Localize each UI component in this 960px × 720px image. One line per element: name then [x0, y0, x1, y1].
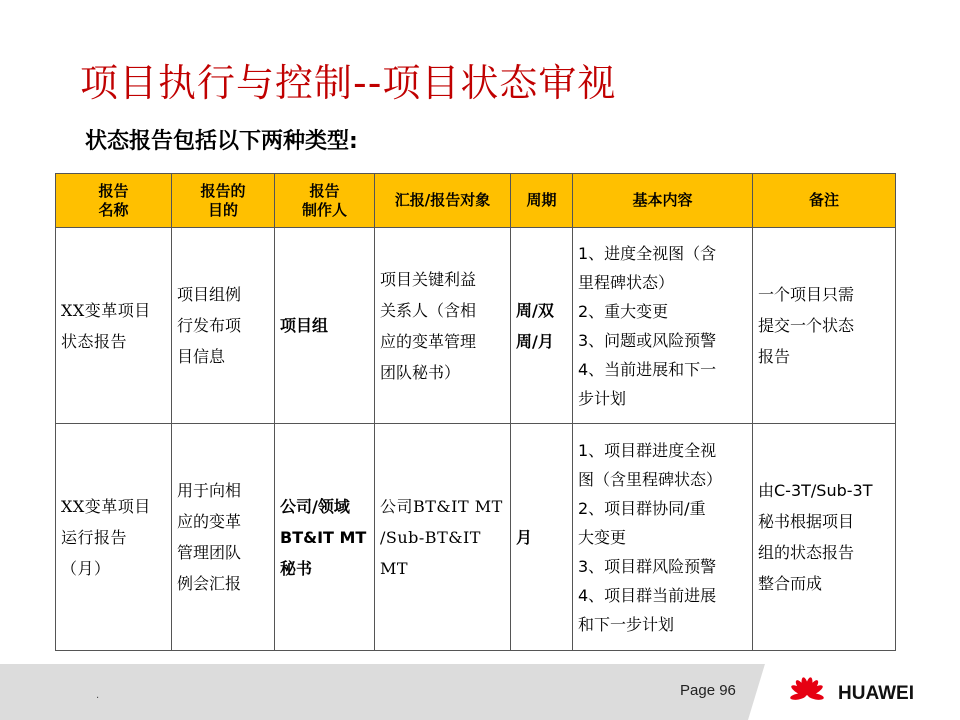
cell-report-purpose: 项目组例 行发布项 目信息 — [172, 228, 275, 424]
page-title: 项目执行与控制--项目状态审视 — [80, 61, 617, 105]
cell-report-maker: 项目组 — [275, 228, 375, 424]
cell-report-maker: 公司/领域 BT&IT MT 秘书 — [275, 424, 375, 651]
cell-report-audience: 项目关键利益 关系人（含相 应的变革管理 团队秘书） — [375, 228, 511, 424]
cell-report-purpose: 用于向相 应的变革 管理团队 例会汇报 — [172, 424, 275, 651]
huawei-brand: HUAWEI — [838, 683, 914, 704]
page-number: Page 96 — [680, 682, 736, 699]
cell-report-name: XX变革项目 运行报告 （月） — [56, 424, 172, 651]
header-report-maker: 报告 制作人 — [275, 174, 375, 228]
cell-period: 月 — [511, 424, 573, 651]
header-report-name: 报告 名称 — [56, 174, 172, 228]
table-row — [56, 424, 896, 651]
header-report-purpose: 报告的 目的 — [172, 174, 275, 228]
report-types-table — [55, 173, 896, 651]
header-period: 周期 — [511, 174, 573, 228]
cell-report-name: XX变革项目 状态报告 — [56, 228, 172, 424]
cell-notes: 一个项目只需 提交一个状态 报告 — [753, 228, 896, 424]
table-row — [56, 228, 896, 424]
footer-dot: . — [96, 690, 100, 701]
cell-period: 周/双 周/月 — [511, 228, 573, 424]
page-subtitle: 状态报告包括以下两种类型: — [85, 129, 358, 154]
header-report-audience: 汇报/报告对象 — [375, 174, 511, 228]
cell-basic-content: 1、项目群进度全视 图（含里程碑状态） 2、项目群协同/重 大变更 3、项目群风险预警 4、项目群当前进展 和下一步计划 — [573, 424, 753, 651]
cell-report-audience: 公司BT&IT MT /Sub-BT&IT MT — [375, 424, 511, 651]
cell-basic-content: 1、进度全视图（含 里程碑状态） 2、重大变更 3、问题或风险预警 4、当前进展和下一 步计划 — [573, 228, 753, 424]
cell-notes: 由C-3T/Sub-3T 秘书根据项目 组的状态报告 整合而成 — [753, 424, 896, 651]
header-notes: 备注 — [753, 174, 896, 228]
table-header-row — [56, 174, 896, 228]
huawei-logo-icon — [786, 674, 828, 714]
header-basic-content: 基本内容 — [573, 174, 753, 228]
